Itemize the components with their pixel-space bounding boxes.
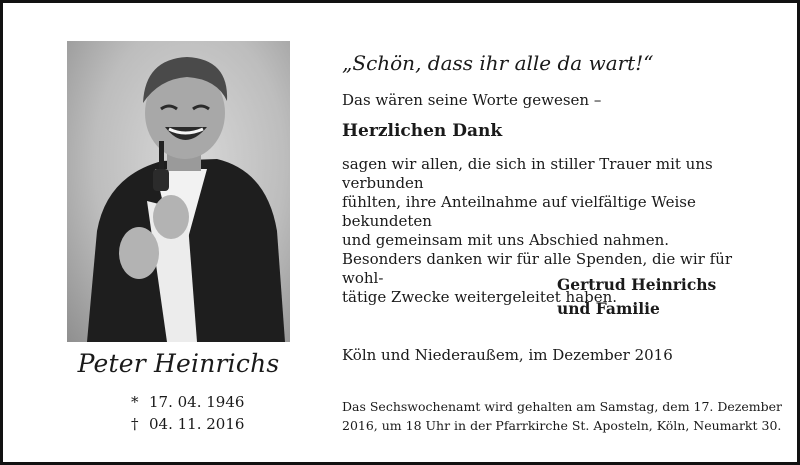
portrait-illustration [67,41,290,342]
signature-family: und Familie [557,299,660,318]
body-line: tätige Zwecke weitergeleitet haben. [342,288,618,306]
death-date: 04. 11. 2016 [149,415,245,433]
signature [557,273,716,321]
place-date: Köln und Niederaußem, im Dezember 2016 [342,346,673,364]
body-line: und gemeinsam mit uns Abschied nahmen. [342,231,669,249]
body-line: fühlten, ihre Anteilnahme auf vielfältige Weise bekundeten [342,193,696,230]
life-dates [131,391,244,435]
death-row [131,413,244,435]
deceased-name: Peter Heinrichs [77,349,280,378]
signature-name: Gertrud Heinrichs [557,275,717,294]
thanks-heading: Herzlichen Dank [342,121,503,141]
birth-date: 17. 04. 1946 [149,393,245,411]
portrait-photo [67,41,290,342]
birth-star-icon: * [131,393,139,411]
body-line: Besonders danken wir für alle Spenden, die wir für wohl- [342,250,733,287]
quote-subline: Das wären seine Worte gewesen – [342,91,602,109]
quote: „Schön, dass ihr alle da wart!“ [342,51,654,75]
notice-line: Das Sechswochenamt wird gehalten am Samstag, dem 17. Dezember [342,399,783,414]
birth-row [131,391,244,413]
notice-line: 2016, um 18 Uhr in der Pfarrkirche St. Aposteln, Köln, Neumarkt 30. [342,418,782,433]
death-cross-icon: † [131,415,139,433]
body-line: sagen wir allen, die sich in stiller Trauer mit uns verbunden [342,155,713,192]
mass-notice [342,397,782,435]
